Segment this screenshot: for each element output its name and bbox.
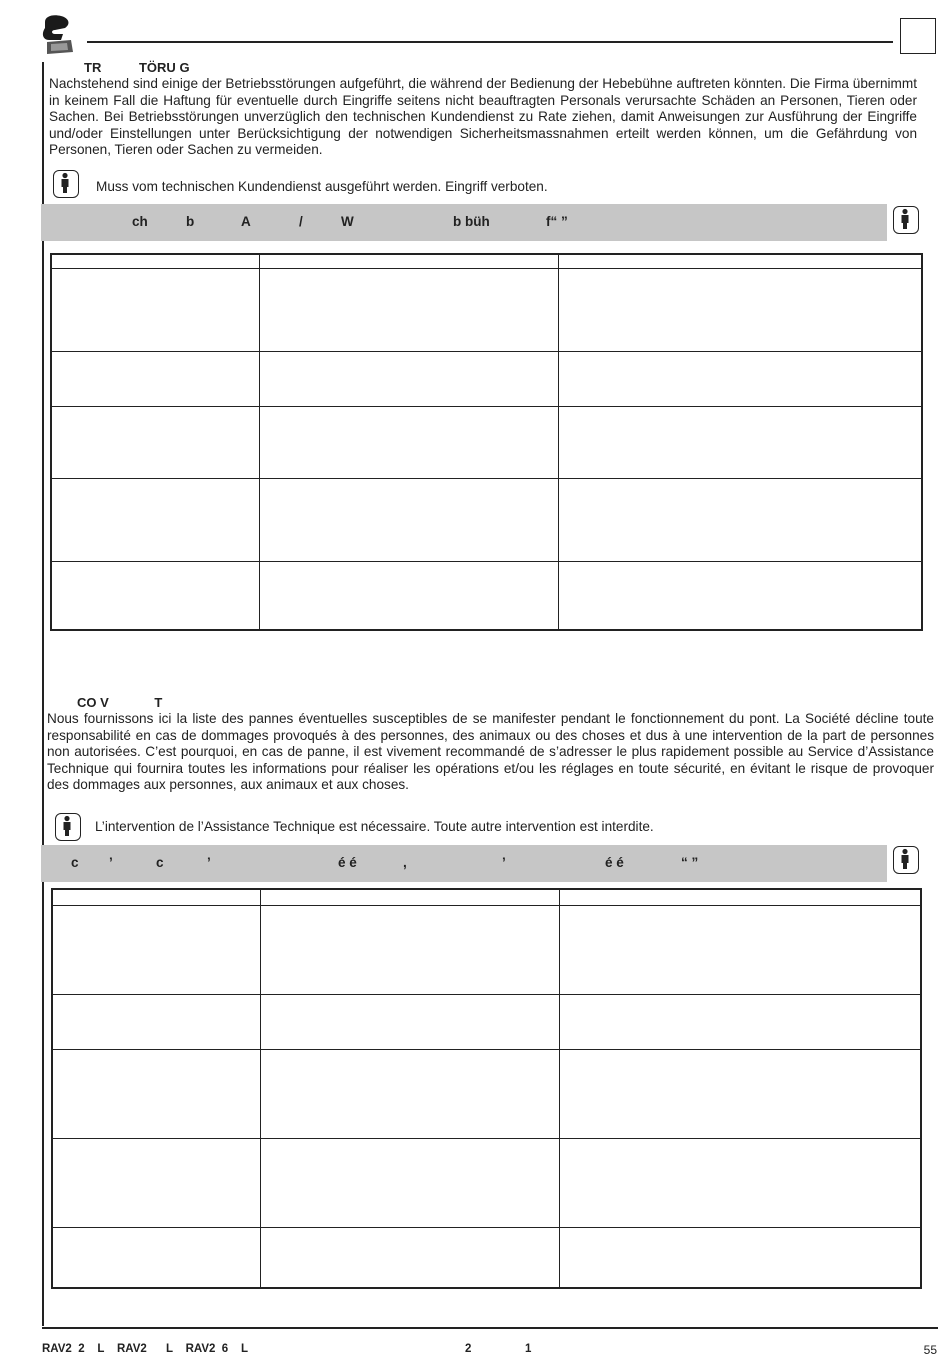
footer-rule	[42, 1327, 938, 1329]
table-cell	[560, 994, 922, 1049]
header-rule	[87, 41, 893, 43]
table-cell	[560, 905, 922, 994]
table-row	[51, 268, 922, 351]
table-row	[52, 1227, 921, 1288]
technician-icon	[893, 846, 919, 874]
table-cell	[51, 268, 260, 351]
german-heading: TR TÖRU G	[84, 60, 190, 75]
table-cell	[560, 1049, 922, 1138]
table-row	[52, 994, 921, 1049]
table-cell	[51, 478, 260, 561]
technician-icon	[55, 813, 81, 841]
table-header-row	[52, 889, 921, 905]
left-margin-rule	[42, 62, 44, 1326]
table-cell	[52, 905, 261, 994]
table-cell	[559, 406, 923, 478]
table-row	[51, 478, 922, 561]
german-troubleshooting-table	[50, 253, 923, 631]
table-cell	[559, 254, 923, 268]
table-cell	[52, 889, 261, 905]
table-cell	[260, 351, 559, 406]
table-cell	[261, 905, 560, 994]
technician-icon	[53, 170, 79, 198]
footer-models: RAV2 2 L RAV2 L RAV2 6 L	[42, 1343, 248, 1355]
german-table-banner: ch b A / W b büh f“ ”	[41, 204, 887, 241]
table-row	[52, 1138, 921, 1227]
table-cell	[261, 1227, 560, 1288]
table-cell	[260, 478, 559, 561]
table-cell	[52, 1227, 261, 1288]
french-note: L’intervention de l’Assistance Technique est nécessaire. Toute autre intervention est interdite.	[95, 819, 654, 834]
table-cell	[559, 478, 923, 561]
table-cell	[261, 1049, 560, 1138]
table-cell	[52, 1049, 261, 1138]
french-table-banner: c ’ c ’ é é , ’ é é “ ”	[41, 845, 887, 882]
table-cell	[560, 1138, 922, 1227]
footer-date-b: 1	[525, 1343, 532, 1355]
french-paragraph: Nous fournissons ici la liste des pannes éventuelles susceptibles de se manifester pendant le fonctionnement du pont. La Société décline toute responsabilité en cas de dommages provoqués à des personnes, des animaux ou des choses et dus à une intervention de la part de personnes non autorisées. C’est pourquoi, en cas de panne, il est vivement recommandé de s’adresser le plus rapidement possible au Service d’Assistance Technique qui fournira toutes les informations pour réaliser les opérations et/ou les réglages en toute sécurité, en évitant le risque de provoquer des dommages aux personnes, aux animaux et aux choses.	[47, 711, 934, 792]
french-troubleshooting-table	[51, 888, 922, 1289]
french-heading: CO V T	[77, 695, 163, 710]
page-number: 55	[923, 1343, 937, 1357]
table-cell	[559, 268, 923, 351]
table-row	[51, 351, 922, 406]
company-logo-icon	[37, 12, 79, 56]
table-row	[52, 905, 921, 994]
table-cell	[559, 351, 923, 406]
table-cell	[261, 889, 560, 905]
table-cell	[51, 561, 260, 630]
table-cell	[260, 268, 559, 351]
table-cell	[261, 1138, 560, 1227]
table-cell	[51, 406, 260, 478]
table-row	[51, 406, 922, 478]
table-header-row	[51, 254, 922, 268]
table-cell	[560, 1227, 922, 1288]
table-cell	[559, 561, 923, 630]
german-paragraph: Nachstehend sind einige der Betriebsstörungen aufgeführt, die während der Bedienung der Hebebühne auftreten könnten. Die Firma übernimmt in keinem Fall die Haftung für eventuelle durch Eingriffe seitens nicht beauftragten Personals verursachte Schäden an Personen, Tieren oder Sachen. Bei Betriebsstörungen unverzüglich den technischen Kundendienst zu Rate ziehen, damit Anweisungen zur Ausführung der Eingriffe und/oder Einstellungen unter Berücksichtigung der notwendigen Sicherheitsmassnahmen erteilt werden können, um die Gefährdung von Personen, Tieren oder Sachen zu vermeiden.	[49, 76, 917, 157]
table-row	[51, 561, 922, 630]
table-row	[52, 1049, 921, 1138]
footer-date-a: 2	[465, 1343, 472, 1355]
table-cell	[261, 994, 560, 1049]
table-cell	[51, 351, 260, 406]
german-note: Muss vom technischen Kundendienst ausgeführt werden. Eingriff verboten.	[96, 179, 548, 194]
table-cell	[52, 1138, 261, 1227]
table-cell	[560, 889, 922, 905]
table-cell	[52, 994, 261, 1049]
table-cell	[260, 406, 559, 478]
technician-icon	[893, 206, 919, 234]
table-cell	[260, 254, 559, 268]
header-corner-box	[900, 18, 936, 54]
table-cell	[260, 561, 559, 630]
table-cell	[51, 254, 260, 268]
